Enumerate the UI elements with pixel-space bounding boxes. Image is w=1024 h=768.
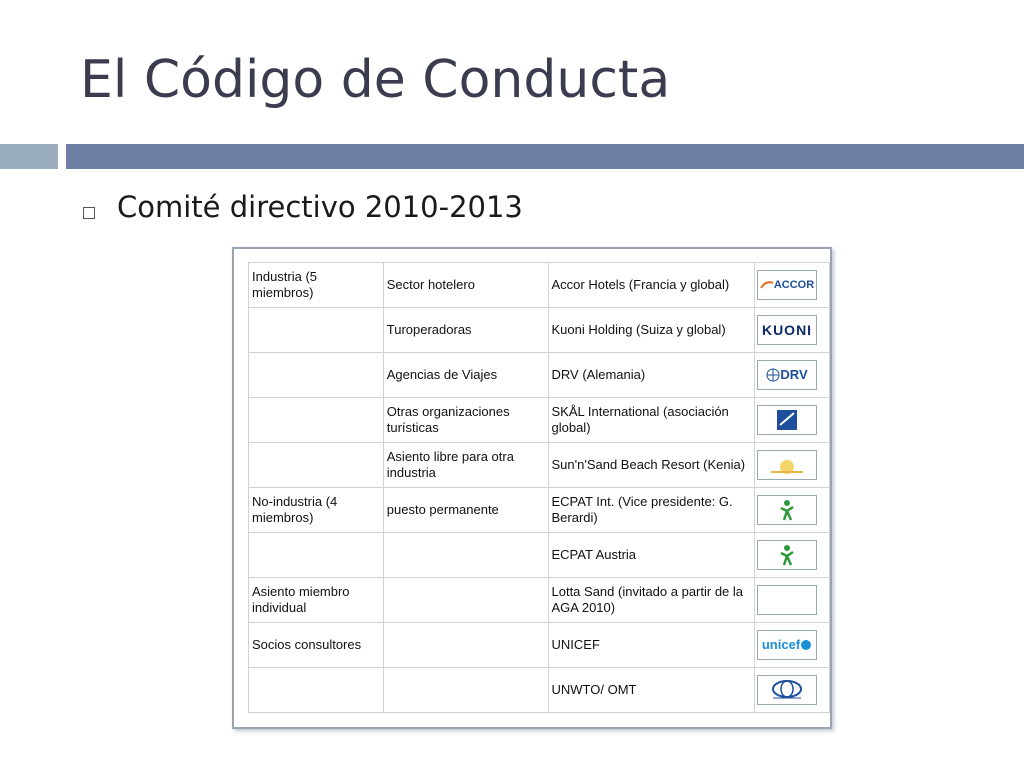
member-cell: ECPAT Int. (Vice presidente: G. Berardi) <box>548 488 755 533</box>
logo-cell <box>755 308 830 353</box>
sector-cell <box>383 623 548 668</box>
table-row <box>249 308 830 353</box>
sector-cell: puesto permanente <box>383 488 548 533</box>
committee-table-image <box>232 247 832 729</box>
sector-cell <box>383 578 548 623</box>
logo-cell <box>755 578 830 623</box>
ecpat-austria-logo <box>757 540 817 570</box>
header-bar-accent <box>0 144 58 169</box>
category-cell <box>249 443 384 488</box>
table-row <box>249 533 830 578</box>
accor-swoosh-icon <box>760 280 774 290</box>
bullet-square-icon <box>83 207 95 219</box>
logo-cell <box>755 443 830 488</box>
member-cell: Lotta Sand (invitado a partir de la AGA 2010) <box>548 578 755 623</box>
member-cell: Kuoni Holding (Suiza y global) <box>548 308 755 353</box>
header-bar <box>66 144 1024 169</box>
unwto-logo <box>757 675 817 705</box>
table-row <box>249 443 830 488</box>
sector-cell <box>383 668 548 713</box>
member-cell: UNICEF <box>548 623 755 668</box>
category-cell <box>249 353 384 398</box>
category-cell: No-industria (4 miembros) <box>249 488 384 533</box>
category-cell <box>249 398 384 443</box>
sector-cell: Asiento libre para otra industria <box>383 443 548 488</box>
sector-cell: Agencias de Viajes <box>383 353 548 398</box>
table-row <box>249 353 830 398</box>
category-cell <box>249 533 384 578</box>
member-cell: Accor Hotels (Francia y global) <box>548 263 755 308</box>
category-cell: Socios consultores <box>249 623 384 668</box>
skal-shield-icon <box>775 408 799 432</box>
table-row <box>249 623 830 668</box>
logo-cell <box>755 533 830 578</box>
category-cell: Industria (5 miembros) <box>249 263 384 308</box>
committee-table <box>248 262 830 713</box>
table-row <box>249 398 830 443</box>
member-cell: UNWTO/ OMT <box>548 668 755 713</box>
ecpat-figure-icon <box>778 498 796 522</box>
accor-logo: ACCOR <box>757 270 817 300</box>
logo-cell <box>755 353 830 398</box>
skal-logo <box>757 405 817 435</box>
logo-cell <box>755 488 830 533</box>
logo-cell <box>755 668 830 713</box>
drv-logo: DRV <box>757 360 817 390</box>
member-cell: ECPAT Austria <box>548 533 755 578</box>
sector-cell: Turoperadoras <box>383 308 548 353</box>
member-cell: DRV (Alemania) <box>548 353 755 398</box>
logo-cell <box>755 623 830 668</box>
empty-logo <box>757 585 817 615</box>
member-cell: Sun'n'Sand Beach Resort (Kenia) <box>548 443 755 488</box>
sector-cell: Sector hotelero <box>383 263 548 308</box>
slide-title: El Código de Conducta <box>80 50 671 110</box>
sector-cell <box>383 533 548 578</box>
unicef-globe-icon <box>800 639 812 651</box>
table-row <box>249 578 830 623</box>
kuoni-logo: KUONI <box>757 315 817 345</box>
category-cell <box>249 668 384 713</box>
bullet-text: Comité directivo 2010-2013 <box>117 190 523 224</box>
logo-cell <box>755 263 830 308</box>
category-cell: Asiento miembro individual <box>249 578 384 623</box>
ecpat-logo <box>757 495 817 525</box>
logo-cell <box>755 398 830 443</box>
table-row <box>249 263 830 308</box>
unwto-globe-icon <box>767 679 807 701</box>
sector-cell: Otras organizaciones turísticas <box>383 398 548 443</box>
category-cell <box>249 308 384 353</box>
sun-icon <box>767 454 807 476</box>
unicef-logo: unicef <box>757 630 817 660</box>
table-row <box>249 668 830 713</box>
member-cell: SKÅL International (asociación global) <box>548 398 755 443</box>
table-row <box>249 488 830 533</box>
drv-globe-icon <box>766 368 780 382</box>
sunnsand-logo <box>757 450 817 480</box>
ecpat-figure-icon <box>778 543 796 567</box>
